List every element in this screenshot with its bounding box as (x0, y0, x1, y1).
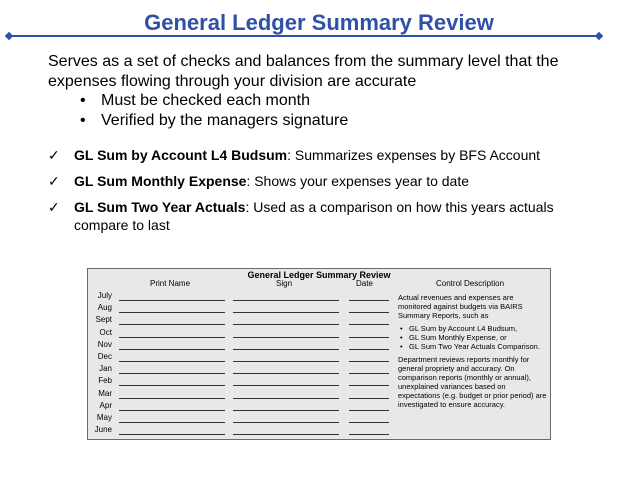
description-item: • GL Sum Monthly Expense, or (398, 333, 548, 342)
month-row (88, 401, 388, 413)
sign-header: Sign (276, 279, 293, 288)
print-name-line (119, 389, 225, 399)
check-item (48, 198, 588, 234)
description-list (398, 324, 548, 351)
print-name-line (119, 328, 225, 338)
sign-line (233, 328, 339, 338)
month-label: Feb (98, 376, 112, 386)
sign-line (233, 352, 339, 362)
bullet-item: • Verified by the managers signature (80, 111, 348, 131)
month-label: Nov (97, 339, 112, 349)
month-label: June (94, 425, 112, 435)
check-item-text: : Shows your expenses year to date (246, 173, 470, 189)
sign-line (233, 315, 339, 325)
date-line (349, 315, 389, 325)
month-label: Oct (99, 327, 112, 337)
checkmark-icon: ✓ (48, 173, 60, 189)
sign-line (233, 303, 339, 313)
sign-line (233, 364, 339, 374)
check-item (48, 172, 588, 190)
print-name-line (119, 401, 225, 411)
page-title: General Ledger Summary Review (144, 10, 494, 35)
date-line (349, 340, 389, 350)
month-label: Mar (98, 388, 112, 398)
intro-bullet-list (80, 91, 348, 131)
description-outro: Department reviews reports monthly for general propriety and accuracy. On comparison reports (monthly or annual), unexplained variances based on expectations (e.g. budget or prior period) are investigated to ensure accuracy. (398, 355, 547, 409)
date-header: Date (356, 279, 373, 288)
date-line (349, 413, 389, 423)
check-item-text: : Summarizes expenses by BFS Account (287, 147, 541, 163)
month-row (88, 376, 388, 388)
sign-line (233, 401, 339, 411)
print-name-line (119, 291, 225, 301)
date-line (349, 303, 389, 313)
month-label: Sept (95, 315, 112, 325)
print-name-line (119, 425, 225, 435)
sign-line (233, 376, 339, 386)
date-line (349, 328, 389, 338)
date-line (349, 364, 389, 374)
intro-text: Serves as a set of checks and balances from the summary level that the expenses flowing through your division are accurate (48, 53, 559, 90)
print-name-line (119, 413, 225, 423)
month-row (88, 328, 388, 340)
control-description (398, 293, 548, 409)
check-item-text: : Used as a comparison on how this years actuals compare to last (74, 199, 554, 233)
month-row (88, 413, 388, 425)
date-line (349, 425, 389, 435)
control-description-header: Control Description (436, 279, 505, 288)
print-name-line (119, 352, 225, 362)
sign-line (233, 340, 339, 350)
date-line (349, 291, 389, 301)
date-line (349, 352, 389, 362)
month-label: Jan (99, 364, 112, 374)
sign-line (233, 291, 339, 301)
description-intro: Actual revenues and expenses are monitored against budgets via BAIRS Summary Reports, such as (398, 293, 523, 320)
month-row (88, 340, 388, 352)
month-row (88, 389, 388, 401)
month-row (88, 303, 388, 315)
checkmark-icon: ✓ (48, 199, 60, 215)
month-row (88, 425, 388, 437)
description-item: • GL Sum Two Year Actuals Comparison. (398, 342, 548, 351)
print-name-line (119, 364, 225, 374)
month-row (88, 291, 388, 303)
sign-line (233, 389, 339, 399)
print-name-line (119, 376, 225, 386)
sign-line (233, 413, 339, 423)
print-name-line (119, 315, 225, 325)
sign-line (233, 425, 339, 435)
date-line (349, 401, 389, 411)
print-name-line (119, 340, 225, 350)
check-item-title: GL Sum by Account L4 Budsum (74, 147, 288, 163)
title-divider (9, 35, 599, 37)
check-item-title: GL Sum Monthly Expense (74, 173, 247, 189)
month-row (88, 364, 388, 376)
month-label: Aug (97, 303, 112, 313)
review-form-image (87, 268, 551, 440)
check-item (48, 146, 588, 164)
print-name-line (119, 303, 225, 313)
form-title: General Ledger Summary Review (247, 270, 391, 280)
print-name-header: Print Name (150, 279, 191, 288)
check-item-title: GL Sum Two Year Actuals (74, 199, 246, 215)
report-checklist (48, 146, 588, 242)
month-label: July (97, 291, 112, 300)
month-label: Dec (97, 352, 112, 361)
checkmark-icon: ✓ (48, 147, 60, 163)
bullet-item: • Must be checked each month (80, 91, 348, 111)
month-label: Apr (99, 400, 112, 410)
month-row (88, 352, 388, 364)
month-label: May (96, 413, 112, 422)
date-line (349, 376, 389, 386)
description-item: • GL Sum by Account L4 Budsum, (398, 324, 548, 333)
month-row (88, 315, 388, 327)
date-line (349, 389, 389, 399)
